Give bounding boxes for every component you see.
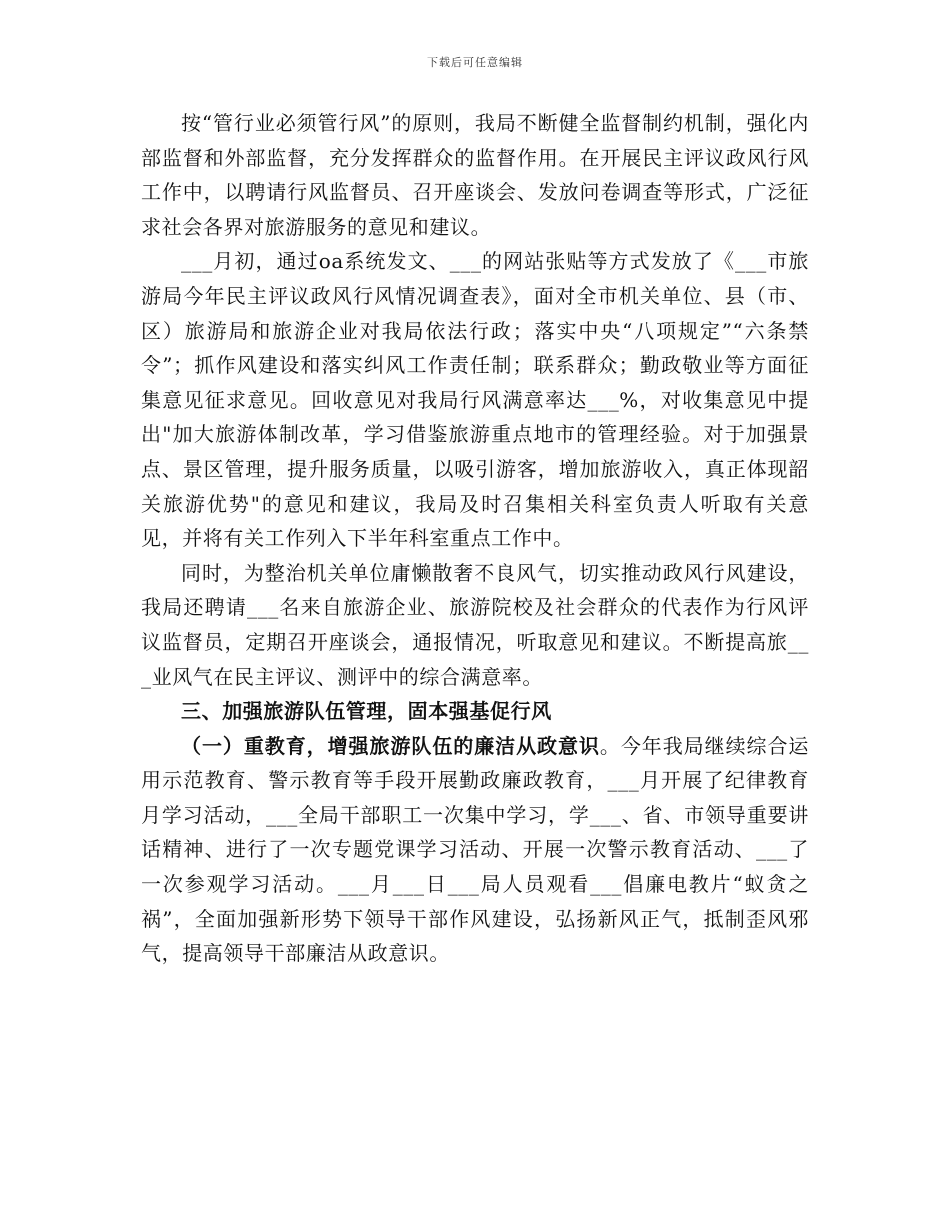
paragraph-survey: ___月初，通过oa系统发文、___的网站张贴等方式发放了《___市旅游局今年民主评议政风行风情况调查表》，面对全市机关单位、县（市、区）旅游局和旅游企业对我局依法行政；落实中央“八项规定”“六条禁令”；抓作风建设和落实纠风工作责任制；联系群众；勤政敬业等方面征集意见征求意见。回收意见对我局行风满意率达___%，对收集意见中提出"加大旅游体制改革，学习借鉴旅游重点地市的管理经验。对于加强景点、景区管理，提升服务质量，以吸引游客，增加旅游收入，真正体现韶关旅游优势"的意见和建议，我局及时召集相关科室负责人听取有关意见，并将有关工作列入下半年科室重点工作中。 [141, 249, 809, 551]
section-heading: 三、加强旅游队伍管理，固本强基促行风 [181, 699, 552, 724]
paragraph-supervision: 按“管行业必须管行风”的原则，我局不断健全监督制约机制，强化内部监督和外部监督，充分发挥群众的监督作用。在开展民主评议政风行风工作中，以聘请行风监督员、召开座谈会、发放问卷调查等形式，广泛征求社会各界对旅游服务的意见和建议。 [141, 111, 809, 239]
paragraph-education [141, 729, 809, 971]
subsection-text: 。今年我局继续综合运用示范教育、警示教育等手段开展勤政廉政教育，___月开展了纪律教育月学习活动，___全局干部职工一次集中学习，学___、省、市领导重要讲话精神、进行了一次专题党课学习活动、开展一次警示教育活动、___了一次参观学习活动。___月___日___局人员观看___倡廉电教片“蚁贪之祸”，全面加强新形势下领导干部作风建设，弘扬新风正气，抵制歪风邪气，提高领导干部廉洁从政意识。 [141, 733, 810, 966]
document-body [141, 106, 809, 971]
paragraph-supervisors: 同时，为整治机关单位庸懒散奢不良风气，切实推动政风行风建设，我局还聘请___名来自旅游企业、旅游院校及社会群众的代表作为行风评议监督员，定期召开座谈会，通报情况，听取意见和建议。不断提高旅___业风气在民主评议、测评中的综合满意率。 [141, 560, 809, 689]
subsection-lead: （一）重教育，增强旅游队伍的廉洁从政意识 [181, 733, 600, 758]
page-header-note: 下载后可任意编辑 [427, 56, 523, 69]
